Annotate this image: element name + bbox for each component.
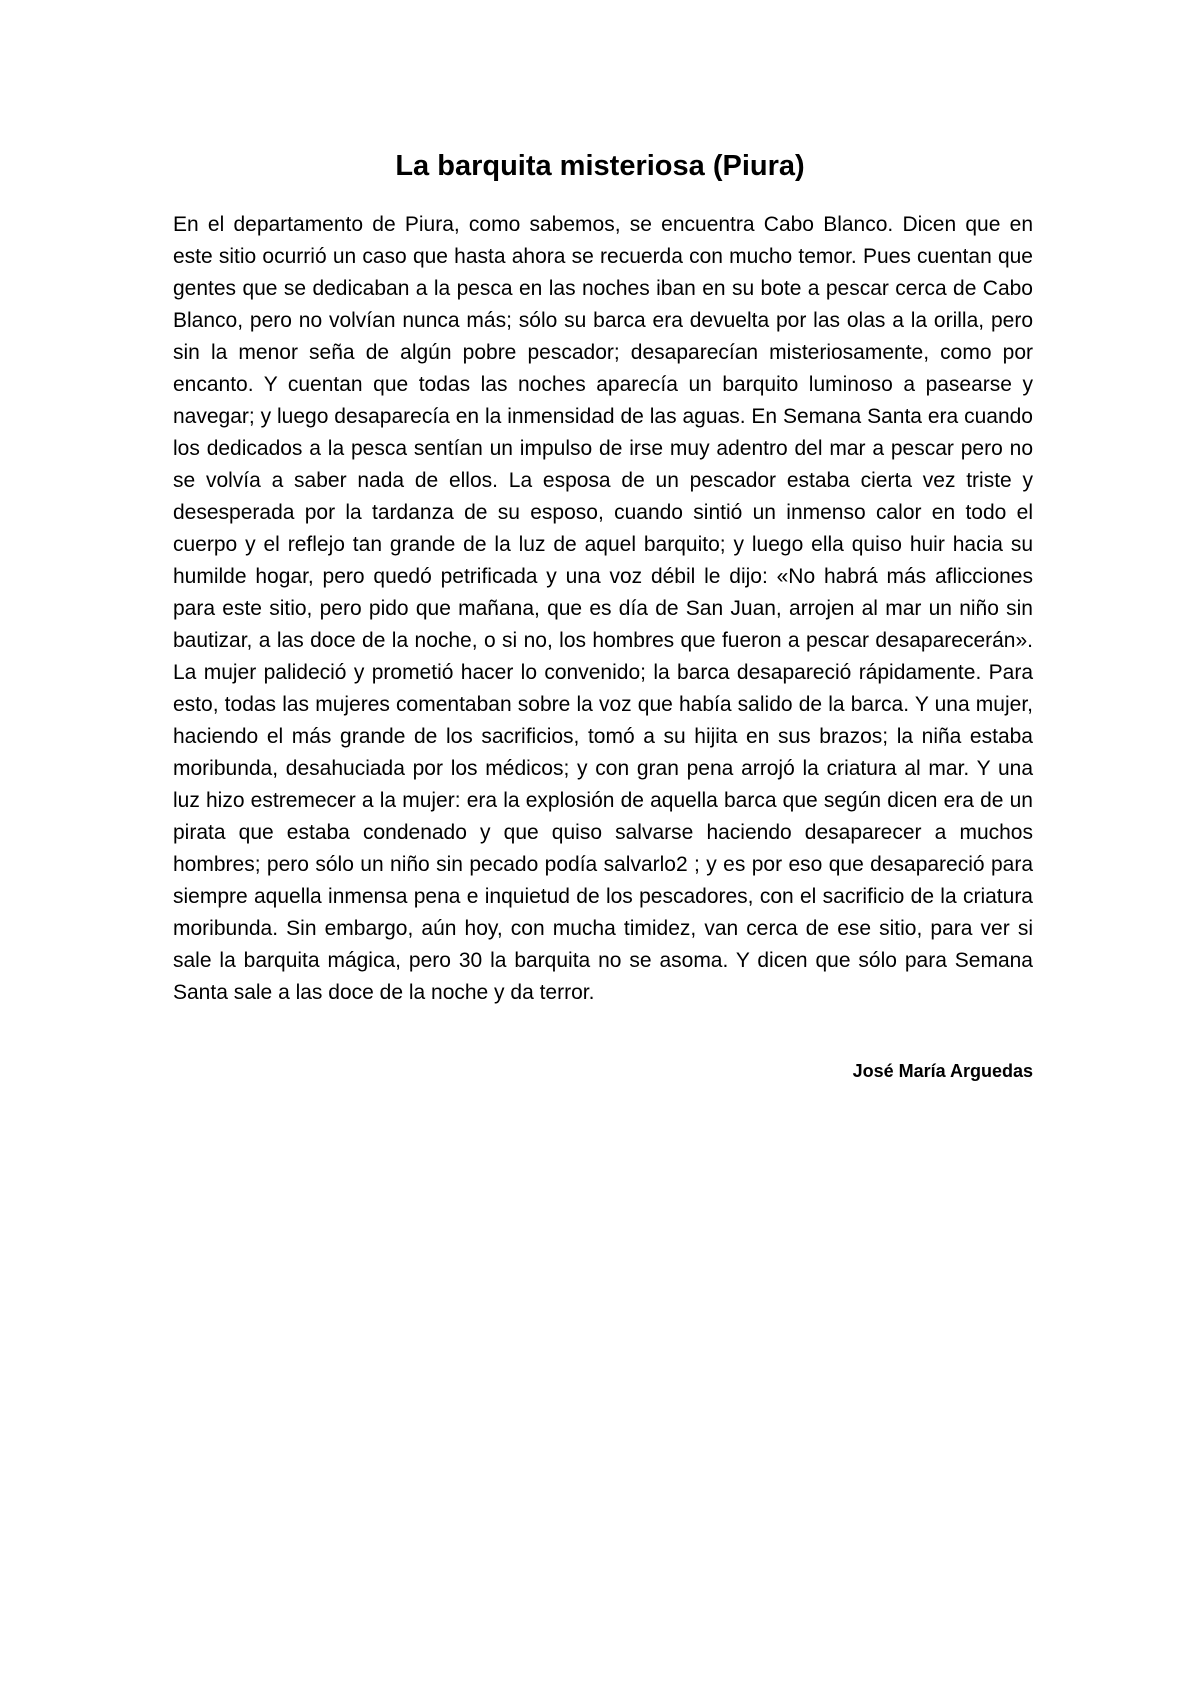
story-paragraph: En el departamento de Piura, como sabemos, se encuentra Cabo Blanco. Dicen que en este sitio ocurrió un caso que hasta ahora se recuerda con mucho temor. Pues cuentan que gentes que se dedicaban a la pesca en las noches iban en su bote a pescar cerca de Cabo Blanco, pero no volvían nunca más; sólo su barca era devuelta por las olas a la orilla, pero sin la menor seña de algún pobre pescador; desaparecían misteriosamente, como por encanto. Y cuentan que todas las noches aparecía un barquito luminoso a pasearse y navegar; y luego desaparecía en la inmensidad de las aguas. En Semana Santa era cuando los dedicados a la pesca sentían un impulso de irse muy adentro del mar a pescar pero no se volvía a saber nada de ellos. La esposa de un pescador estaba cierta vez triste y desesperada por la tardanza de su esposo, cuando sintió un inmenso calor en todo el cuerpo y el reflejo tan grande de la luz de aquel barquito; y luego ella quiso huir hacia su humilde hogar, pero quedó petrificada y una voz débil le dijo: «No habrá más aflicciones para este sitio, pero pido que mañana, que es día de San Juan, arrojen al mar un niño sin bautizar, a las doce de la noche, o si no, los hombres que fueron a pescar desaparecerán». La mujer palideció y prometió hacer lo convenido; la barca desapareció rápidamente. Para esto, todas las mujeres comentaban sobre la voz que había salido de la barca. Y una mujer, haciendo el más grande de los sacrificios, tomó a su hijita en sus brazos; la niña estaba moribunda, desahuciada por los médicos; y con gran pena arrojó la criatura al mar. Y una luz hizo estremecer a la mujer: era la explosión de aquella barca que según dicen era de un pirata que estaba condenado y que quiso salvarse haciendo desaparecer a muchos hombres; pero sólo un niño sin pecado podía salvarlo2 ; y es por eso que desapareció para siempre aquella inmensa pena e inquietud de los pescadores, con el sacrificio de la criatura moribunda. Sin embargo, aún hoy, con mucha timidez, van cerca de ese sitio, para ver si sale la barquita mágica, pero 30 la barquita no se asoma. Y dicen que sólo para Semana Santa sale a las doce de la noche y da terror. bbox=[173, 213, 1033, 1004]
author-signature: José María Arguedas bbox=[852, 1061, 1033, 1081]
document-title: La barquita misteriosa (Piura) bbox=[395, 150, 805, 182]
